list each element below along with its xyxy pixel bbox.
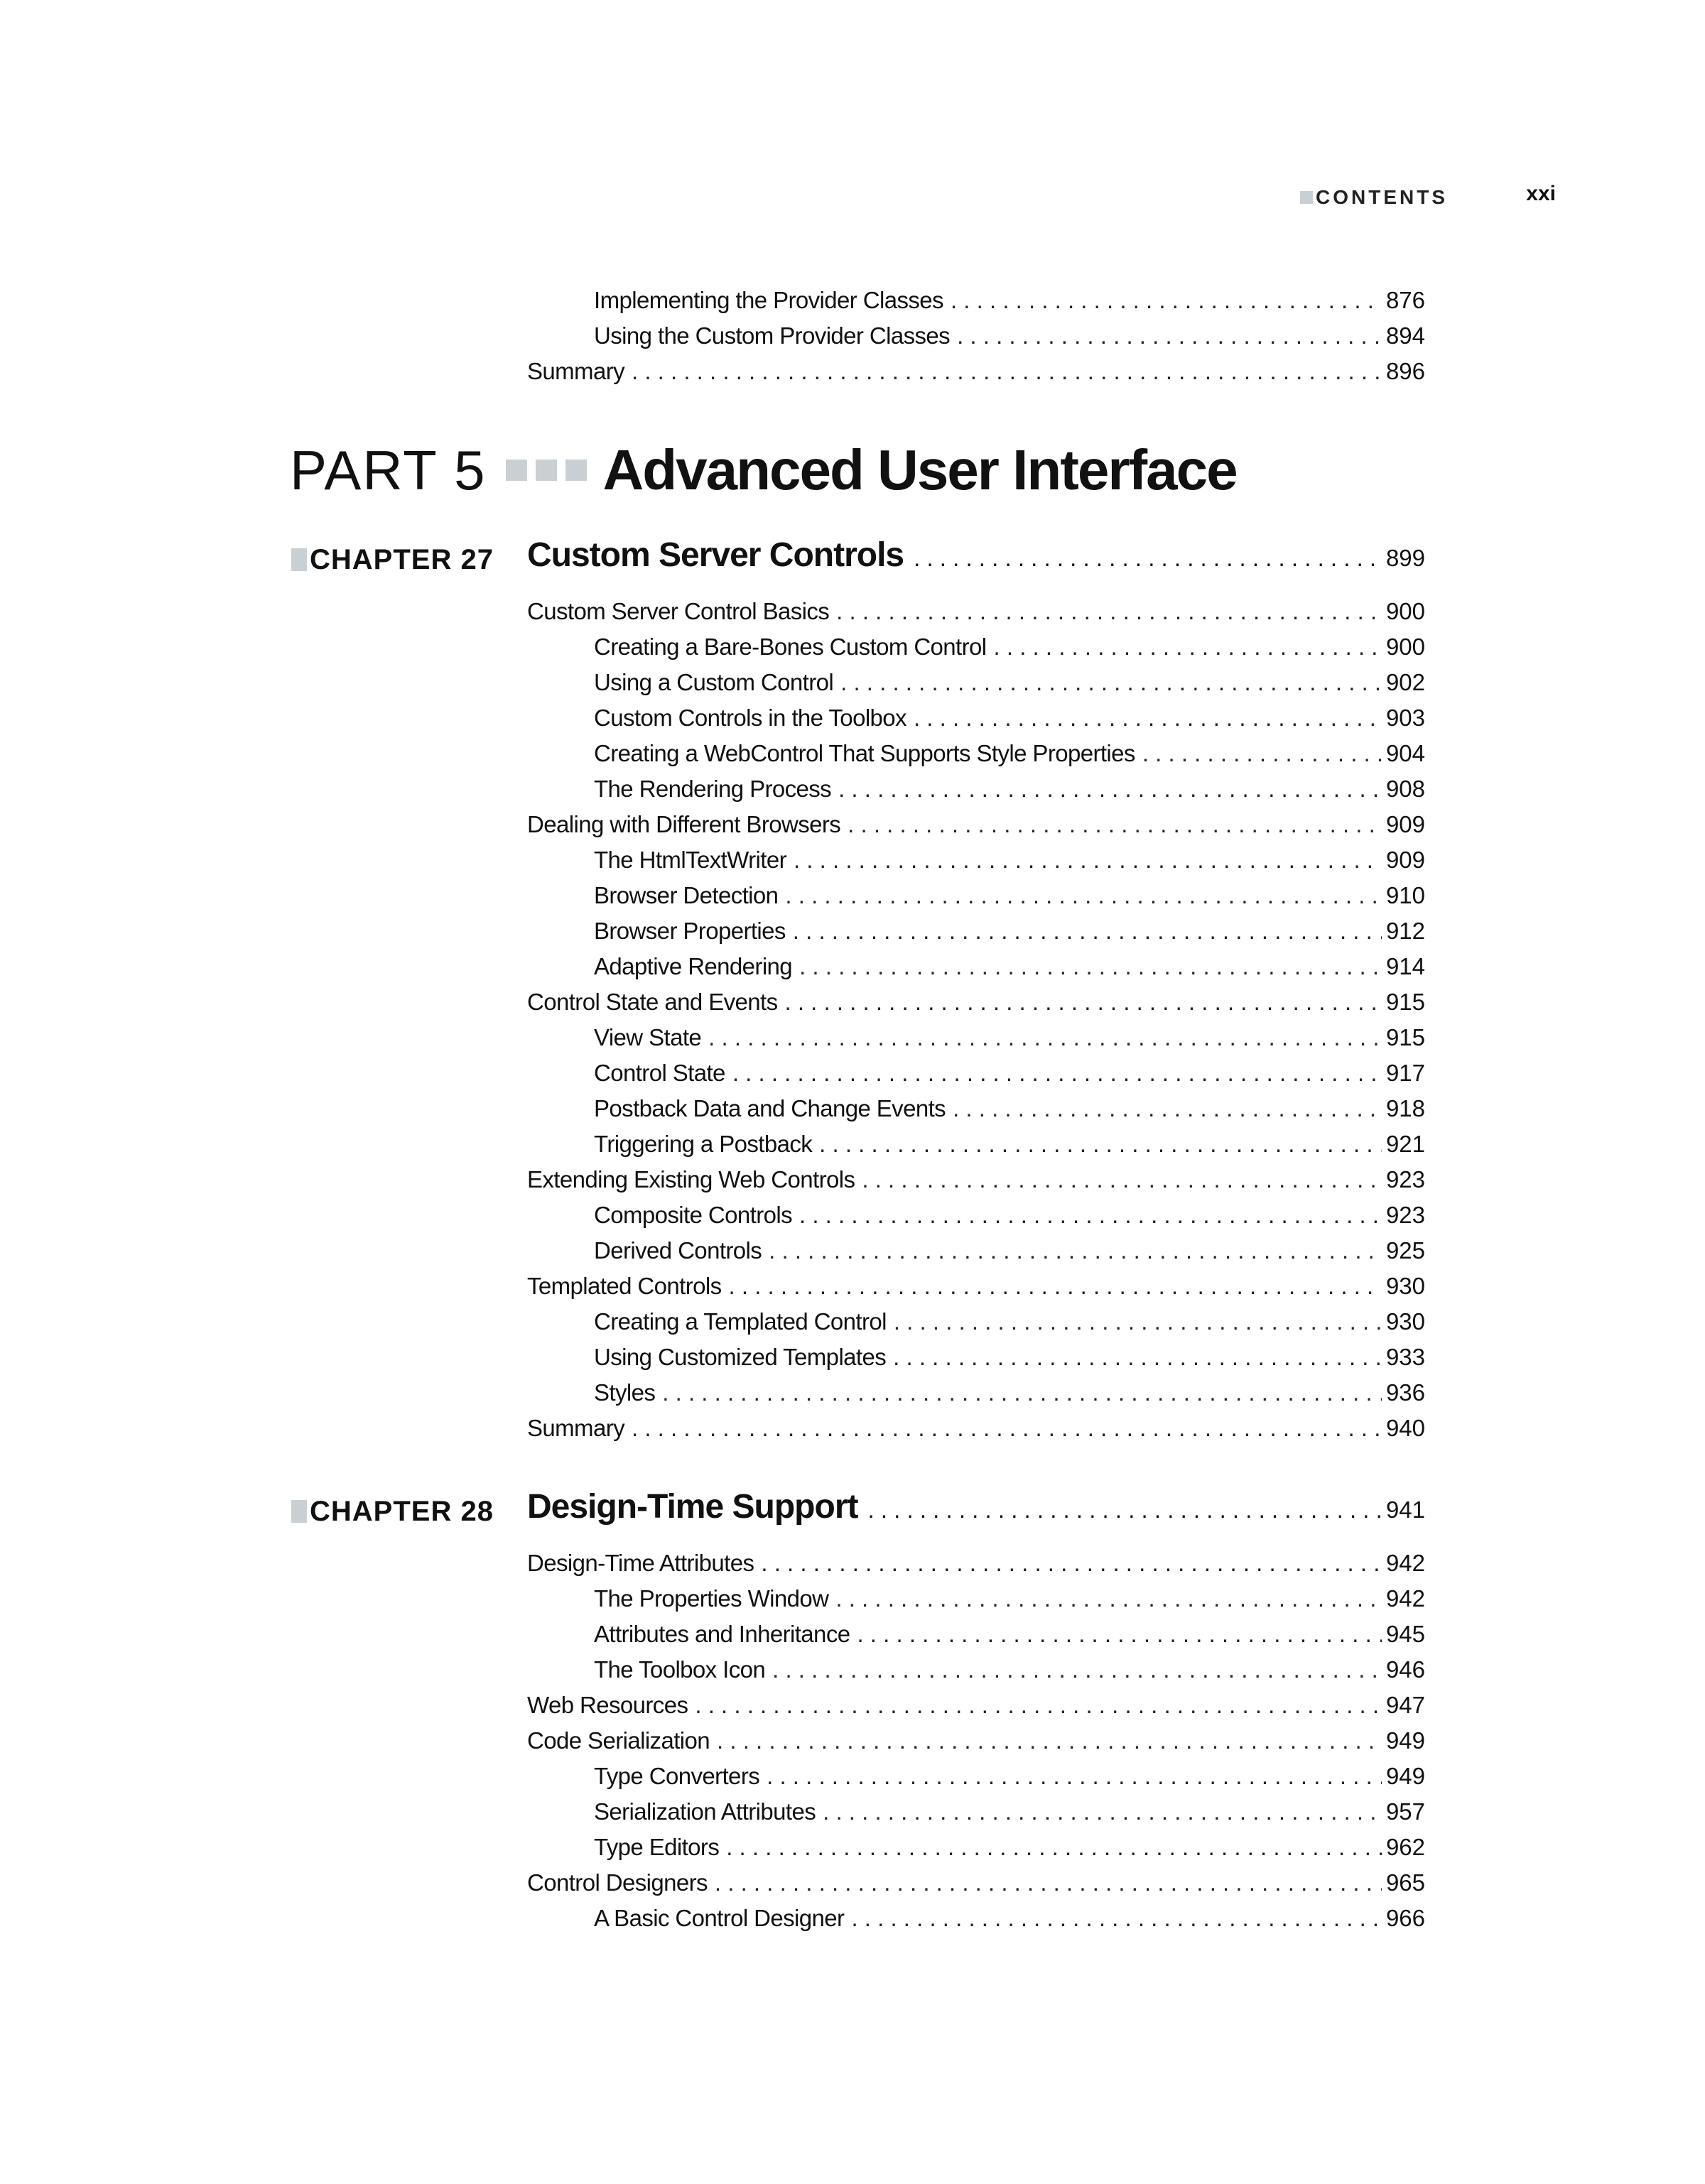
toc-entry-title: Summary (527, 358, 624, 384)
toc-entry (594, 1653, 1425, 1686)
dot-leader (732, 1057, 1382, 1090)
square-bullet-icon (291, 1500, 307, 1523)
toc-entry-page: 921 (1385, 1131, 1425, 1157)
toc-entry-title: Composite Controls (594, 1202, 792, 1228)
dot-leader (836, 595, 1382, 628)
toc-entry (594, 1092, 1425, 1125)
dot-leader (784, 986, 1381, 1018)
toc-entry-title: Control State and Events (527, 989, 778, 1015)
toc-entry-page: 923 (1385, 1166, 1425, 1192)
toc-entry-title: The Rendering Process (594, 776, 832, 802)
toc-entry-title: Custom Server Control Basics (527, 598, 830, 624)
toc-entry-title: Styles (594, 1379, 656, 1406)
toc-entry (594, 773, 1425, 805)
toc-entry-title: Dealing with Different Browsers (527, 811, 841, 837)
toc-entry-title: The HtmlTextWriter (594, 847, 786, 873)
toc-entry-title: Using the Custom Provider Classes (594, 322, 951, 349)
toc-entry (594, 879, 1425, 912)
toc-entry (594, 1902, 1425, 1935)
toc-entry-title: Browser Detection (594, 882, 779, 908)
toc-entry-page: 902 (1385, 669, 1425, 695)
dot-leader (632, 355, 1382, 388)
toc-entry-title: Summary (527, 1415, 624, 1441)
running-head-label: CONTENTS (1316, 186, 1448, 208)
toc-entry-title: Creating a Templated Control (594, 1308, 887, 1335)
toc-entry-title: Type Converters (594, 1763, 760, 1789)
square-bullets-icon (506, 460, 587, 481)
toc-entry-title: Design-Time Attributes (527, 1550, 754, 1576)
chapter-title: Custom Server Controls (527, 536, 904, 574)
dot-leader (769, 1234, 1382, 1267)
toc-entry-title: Attributes and Inheritance (594, 1621, 850, 1647)
toc-entry (594, 284, 1425, 317)
toc-entry-page: 910 (1385, 882, 1425, 908)
dot-leader (785, 879, 1382, 912)
toc-entry (594, 737, 1425, 770)
chapter-label (291, 543, 494, 577)
chapter-label-text: CHAPTER 28 (310, 1495, 494, 1527)
toc-entry-page: 945 (1385, 1621, 1425, 1647)
toc-entry (594, 1831, 1425, 1864)
toc-entry-title: Derived Controls (594, 1237, 762, 1264)
dot-leader (662, 1376, 1382, 1409)
dot-leader (761, 1547, 1382, 1580)
dot-leader (799, 1199, 1382, 1232)
chapter-title: Design-Time Support (527, 1488, 858, 1526)
toc-entry-title: Adaptive Rendering (594, 953, 793, 979)
toc-entry-page: 915 (1385, 1024, 1425, 1050)
dot-leader (717, 1724, 1382, 1757)
toc-entry-page: 909 (1385, 847, 1425, 873)
running-head (1300, 182, 1556, 214)
toc-entry (594, 1021, 1425, 1054)
toc-entry-page: 942 (1385, 1585, 1425, 1612)
toc-entry-page: 900 (1385, 598, 1425, 624)
toc-entry-page: 962 (1385, 1834, 1425, 1860)
toc-entry (527, 1867, 1425, 1899)
toc-entry-page: 900 (1385, 634, 1425, 660)
dot-leader (994, 631, 1382, 663)
toc-entry-title: View State (594, 1024, 702, 1050)
toc-entry (527, 1270, 1425, 1303)
dot-leader (794, 844, 1382, 876)
toc-entry-title: Custom Controls in the Toolbox (594, 705, 906, 731)
toc-entry (527, 808, 1425, 841)
dot-leader (914, 702, 1382, 734)
square-bullet-icon (1300, 191, 1313, 204)
part-label: PART 5 (290, 438, 487, 501)
chapter-heading (527, 534, 1425, 577)
toc-entry (594, 1760, 1425, 1793)
dot-leader (838, 773, 1382, 805)
toc-entry (594, 1057, 1425, 1090)
toc-entry (527, 1724, 1425, 1757)
toc-entry-title: The Toolbox Icon (594, 1656, 766, 1683)
toc-entry-page: 904 (1385, 740, 1425, 766)
toc-entry-page: 908 (1385, 776, 1425, 802)
toc-entry (594, 1128, 1425, 1161)
toc-entry-page: 965 (1385, 1869, 1425, 1896)
dot-leader (715, 1867, 1382, 1899)
toc-entry (527, 1547, 1425, 1580)
toc-entry-page: 946 (1385, 1656, 1425, 1683)
dot-leader (708, 1021, 1382, 1054)
toc-entry (594, 1305, 1425, 1338)
dot-leader (957, 320, 1382, 352)
chapter-heading (527, 1486, 1425, 1528)
toc-entry-page: 917 (1385, 1060, 1425, 1086)
toc-entry-title: Implementing the Provider Classes (594, 287, 943, 313)
toc-entry-title: Extending Existing Web Controls (527, 1166, 855, 1192)
toc-entry-page: 894 (1385, 322, 1425, 349)
toc-entry-title: Type Editors (594, 1834, 720, 1860)
toc-entry (594, 950, 1425, 983)
toc-entry-title: Creating a Bare-Bones Custom Control (594, 634, 987, 660)
toc-entry (594, 1341, 1425, 1374)
toc-entry-page: 918 (1385, 1095, 1425, 1121)
dot-leader (729, 1270, 1382, 1303)
toc-entry-title: Control State (594, 1060, 725, 1086)
dot-leader (793, 915, 1382, 947)
toc-entry-page: 915 (1385, 989, 1425, 1015)
toc-entry-title: Control Designers (527, 1869, 708, 1896)
toc-entry-page: 912 (1385, 918, 1425, 944)
toc-entry-title: Browser Properties (594, 918, 786, 944)
toc-entry-page: 966 (1385, 1905, 1425, 1931)
dot-leader (953, 1092, 1382, 1125)
chapter-label-text: CHAPTER 27 (310, 543, 494, 575)
toc-entry-page: 957 (1385, 1798, 1425, 1825)
page-number: xxi (1526, 182, 1556, 205)
dot-leader (695, 1689, 1382, 1722)
toc-entry (527, 595, 1425, 628)
toc-entry-title: Using Customized Templates (594, 1344, 887, 1370)
toc-entry-page: 940 (1385, 1415, 1425, 1441)
toc-entry (594, 1618, 1425, 1651)
part-title: Advanced User Interface (602, 438, 1237, 501)
toc-entry-page: 949 (1385, 1763, 1425, 1789)
toc-entry (594, 1234, 1425, 1267)
toc-entry (594, 1582, 1425, 1615)
square-bullet-icon (291, 548, 307, 571)
toc-entry (527, 1412, 1425, 1445)
toc-entry-page: 936 (1385, 1379, 1425, 1406)
toc-entry-page: 942 (1385, 1550, 1425, 1576)
toc-entry-page: 876 (1385, 287, 1425, 313)
toc-entry (527, 1689, 1425, 1722)
toc-entry (527, 355, 1425, 388)
dot-leader (835, 1582, 1382, 1615)
toc-entry-page: 909 (1385, 811, 1425, 837)
dot-leader (799, 950, 1382, 983)
toc-entry-title: A Basic Control Designer (594, 1905, 845, 1931)
toc-entry-title: Templated Controls (527, 1273, 722, 1299)
dot-leader (819, 1128, 1382, 1161)
dot-leader (848, 808, 1382, 841)
toc-entry-page: 914 (1385, 953, 1425, 979)
toc-entry-page: 933 (1385, 1344, 1425, 1370)
dot-leader (726, 1831, 1382, 1864)
toc-entry-page: 949 (1385, 1727, 1425, 1754)
dot-leader (840, 666, 1382, 699)
toc-entry-page: 903 (1385, 705, 1425, 731)
dot-leader (772, 1653, 1382, 1686)
toc-entry (594, 844, 1425, 876)
toc-entry-title: The Properties Window (594, 1585, 829, 1612)
toc-entry-page: 947 (1385, 1692, 1425, 1718)
toc-entry (594, 320, 1425, 352)
dot-leader (893, 1341, 1382, 1374)
dot-leader (823, 1795, 1382, 1828)
toc-entry-title: Web Resources (527, 1692, 688, 1718)
toc-entry (594, 1795, 1425, 1828)
toc-entry-title: Code Serialization (527, 1727, 710, 1754)
toc-entry (594, 631, 1425, 663)
toc-entry-title: Using a Custom Control (594, 669, 834, 695)
dot-leader (851, 1902, 1382, 1935)
toc-entry-page: 896 (1385, 358, 1425, 384)
toc-entry (594, 702, 1425, 734)
dot-leader (894, 1305, 1382, 1338)
toc-entry-page: 930 (1385, 1308, 1425, 1335)
toc-entry (527, 1163, 1425, 1196)
toc-entry (594, 1199, 1425, 1232)
dot-leader (867, 1497, 1381, 1523)
dot-leader (857, 1618, 1381, 1651)
dot-leader (951, 284, 1382, 317)
toc-entry (594, 1376, 1425, 1409)
chapter-label (291, 1494, 494, 1528)
toc-entry (594, 915, 1425, 947)
toc-entry (594, 666, 1425, 699)
chapter-page: 899 (1385, 545, 1425, 571)
part-heading (290, 435, 1237, 506)
toc-entry-page: 930 (1385, 1273, 1425, 1299)
dot-leader (862, 1163, 1382, 1196)
toc-entry-page: 923 (1385, 1202, 1425, 1228)
toc-entry-title: Postback Data and Change Events (594, 1095, 946, 1121)
dot-leader (632, 1412, 1382, 1445)
chapter-page: 941 (1385, 1496, 1425, 1523)
toc-entry-title: Serialization Attributes (594, 1798, 816, 1825)
dot-leader (767, 1760, 1382, 1793)
toc-entry-page: 925 (1385, 1237, 1425, 1264)
dot-leader (1142, 737, 1382, 770)
toc-entry-title: Creating a WebControl That Supports Style Properties (594, 740, 1135, 766)
toc-entry-title: Triggering a Postback (594, 1131, 813, 1157)
toc-entry (527, 986, 1425, 1018)
dot-leader (914, 545, 1382, 571)
